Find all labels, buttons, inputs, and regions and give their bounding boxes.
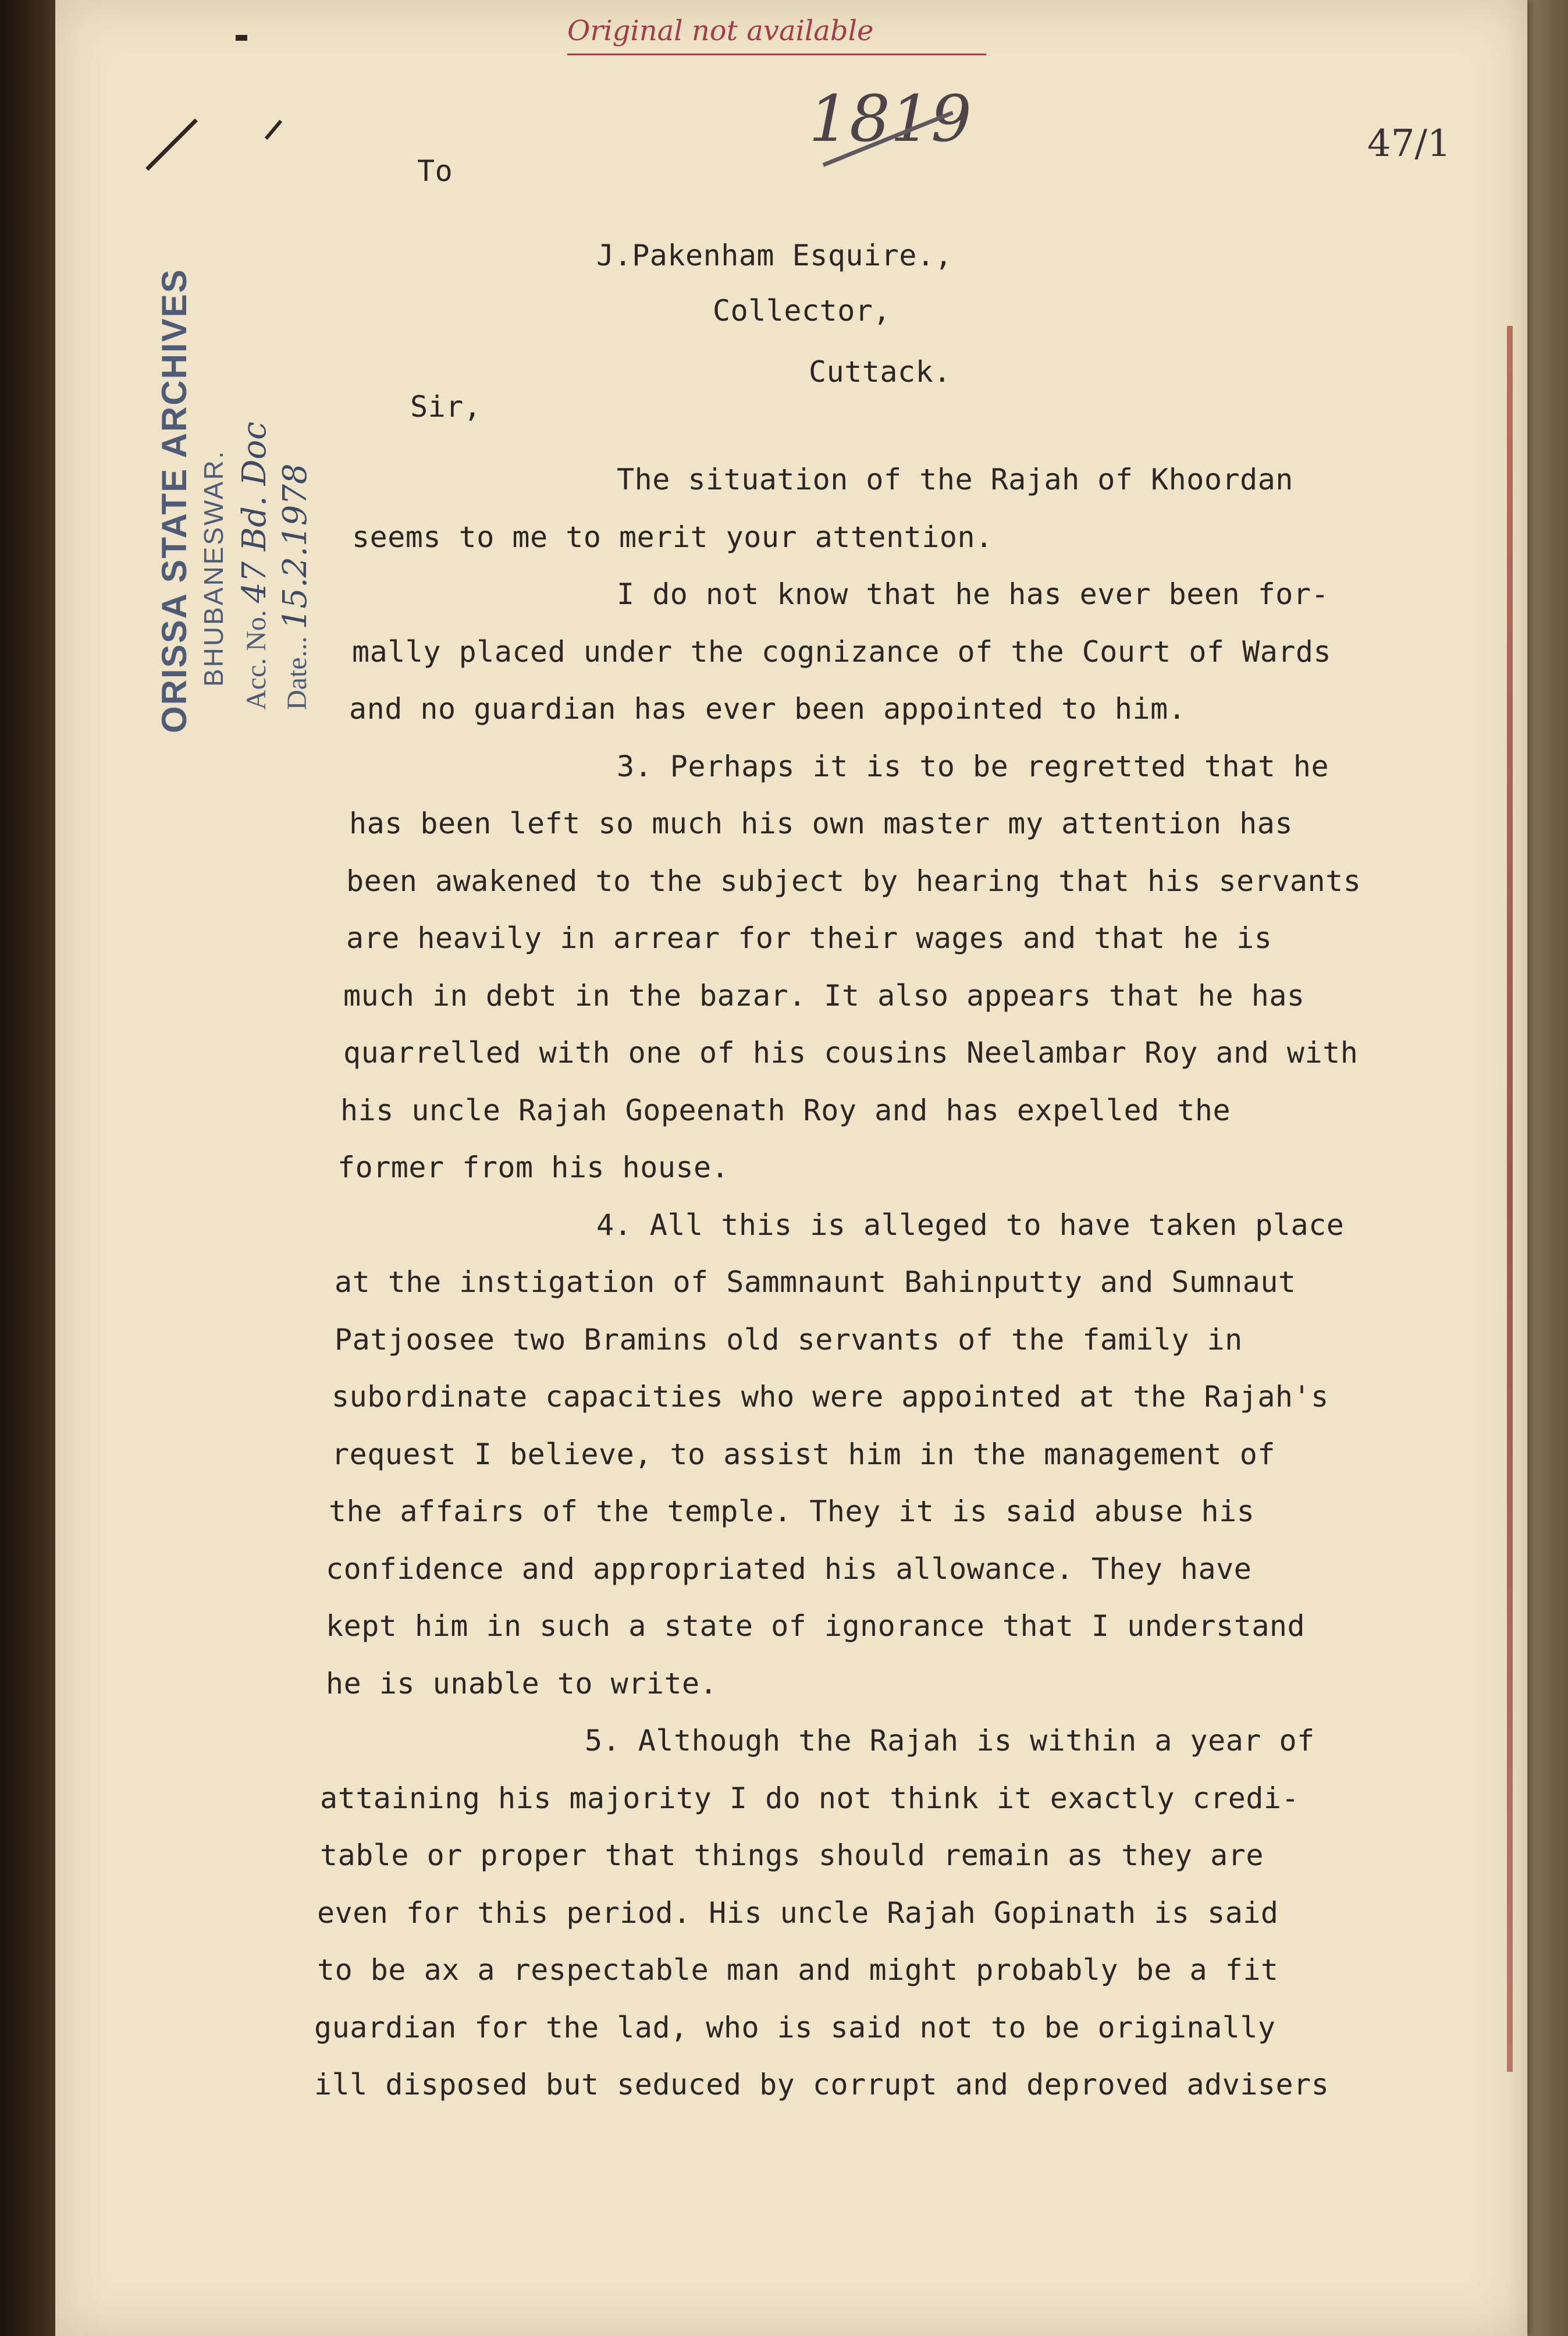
letter-line: attaining his majority I do not think it exactly credi- [320,1781,1300,1815]
letter-line: even for this period. His uncle Rajah Gopinath is said [317,1896,1279,1930]
letter-line: to be ax a respectable man and might probably be a fit [317,1953,1279,1987]
addressee: J.Pakenham Esquire., [596,239,953,272]
file-number: 1819 [809,81,972,156]
stamp-acc-value: 47 Bd. Doc [236,421,273,603]
letter-line: 5. Although the Rajah is within a year of [585,1724,1315,1758]
letter-line: table or proper that things should remain as they are [320,1838,1264,1872]
place: Cuttack. [809,355,951,389]
letter-line: much in debt in the bazar. It also appears that he has [343,979,1305,1013]
letter-line: has been left so much his own master my attention has [349,807,1293,840]
letter-line: subordinate capacities who were appointed at the Rajah's [332,1380,1329,1414]
note-underline [567,54,986,55]
letter-line: 3. Perhaps it is to be regretted that he [617,750,1329,783]
letter-line: former from his house. [337,1151,730,1184]
letter-line: are heavily in arrear for their wages and that he is [346,921,1272,955]
folio-number: 47/1 [1367,122,1451,165]
letter-line: he is unable to write. [326,1667,718,1700]
ink-mark [265,120,282,140]
to-line: To [417,154,453,188]
letter-line: kept him in such a state of ignorance that I understand [326,1609,1306,1643]
original-not-available-note: Original not available [567,15,874,47]
letter-line: guardian for the lad, who is said not to be originally [314,2011,1276,2044]
ink-mark [236,35,247,41]
designation: Collector, [713,294,891,328]
page-edge-shadow [1507,0,1568,2336]
stamp-date-value: 15.2.1978 [276,463,314,630]
stamp-acc-row [236,421,273,710]
stamp-date-label: Date [282,657,312,710]
letter-line: quarrelled with one of his cousins Neelambar Roy and with [343,1036,1359,1070]
letter-line: the affairs of the temple. They it is said abuse his [329,1494,1255,1528]
letter-line: request I believe, to assist him in the management of [332,1437,1275,1471]
letter-line: confidence and appropriated his allowance. They have [326,1552,1252,1586]
letter-line: seems to me to merit your attention. [352,520,993,554]
letter-line: 4. All this is alleged to have taken place [596,1208,1345,1242]
letter-line: been awakened to the subject by hearing that his servants [346,864,1361,898]
stamp-date-row: Date... 15.2.1978 [276,463,314,710]
letter-line: and no guardian has ever been appointed to him. [349,692,1186,726]
letter-line: The situation of the Rajah of Khoordan [617,463,1293,496]
letter-line: I do not know that he has ever been for- [617,577,1329,611]
stamp-acc-label: Acc. No. [241,610,272,710]
stamp-archive-name: ORISSA STATE ARCHIVES [155,268,194,733]
letter-line: his uncle Rajah Gopeenath Roy and has expelled the [340,1094,1231,1127]
greeting: Sir, [410,390,482,424]
letter-line: Patjoosee two Bramins old servants of the family in [335,1323,1243,1357]
letter-line: mally placed under the cognizance of the Court of Wards [352,635,1332,669]
letter-line: at the instigation of Sammnaunt Bahinputty and Sumnaut [335,1265,1296,1299]
document-page [55,0,1527,2336]
stamp-city: BHUBANESWAR. [198,449,229,687]
letter-line: ill disposed but seduced by corrupt and deproved advisers [314,2068,1329,2101]
ink-mark [145,119,198,171]
